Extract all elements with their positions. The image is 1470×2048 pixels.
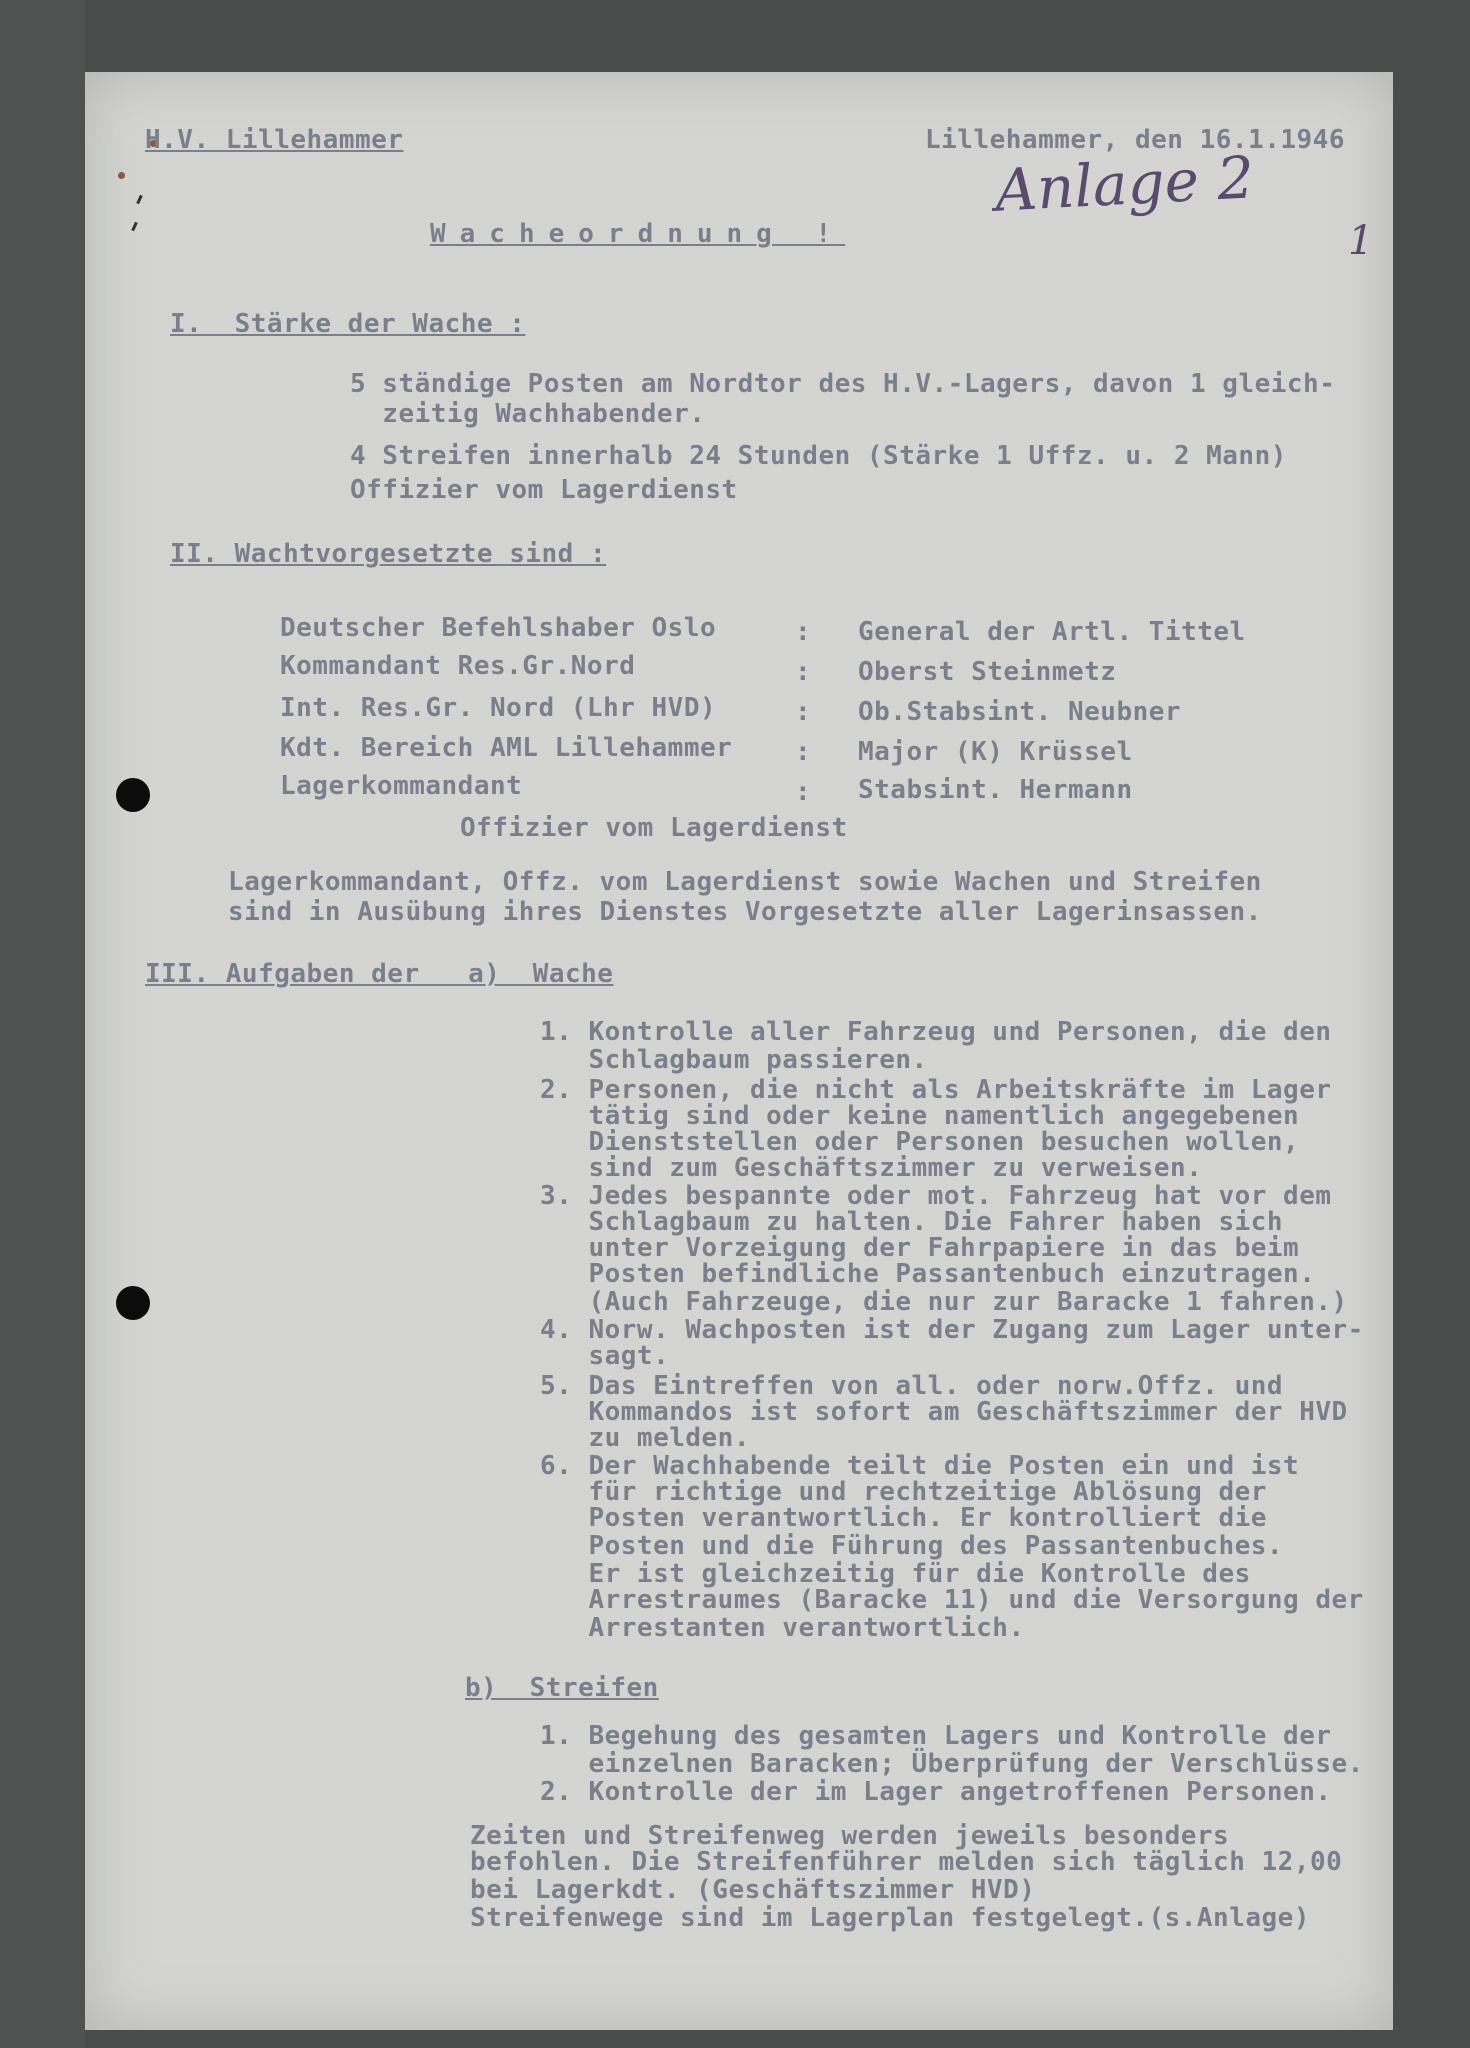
superior-name: Major (K) Krüssel — [858, 737, 1133, 767]
header-office: H.V. Lillehammer — [145, 125, 404, 155]
colon-separator: : — [795, 777, 812, 807]
section-1-line: 5 ständige Posten am Nordtor des H.V.-Lagers, davon 1 gleich- — [350, 369, 1336, 399]
duty-line: 1. Kontrolle aller Fahrzeug und Personen, die den — [540, 1017, 1332, 1047]
patrol-line: 2. Kontrolle der im Lager angetroffenen Personen. — [540, 1777, 1332, 1807]
duty-line: Arrestanten verantwortlich. — [540, 1613, 1025, 1643]
superior-name: Ob.Stabsint. Neubner — [858, 697, 1182, 727]
scanner-background — [0, 0, 85, 2048]
section-1-heading: I. Stärke der Wache : — [170, 309, 526, 339]
colon-separator: : — [795, 657, 812, 687]
patrol-line: 1. Begehung des gesamten Lagers und Kontrolle der — [540, 1721, 1332, 1751]
superior-name: General der Artl. Tittel — [858, 617, 1246, 647]
duty-line: sind zum Geschäftszimmer zu verweisen. — [540, 1153, 1203, 1183]
header-date: Lillehammer, den 16.1.1946 — [925, 125, 1345, 155]
colon-separator: : — [795, 737, 812, 767]
section-2-heading: II. Wachtvorgesetzte sind : — [170, 539, 607, 569]
superior-name: Stabsint. Hermann — [858, 775, 1133, 805]
closing-line: Zeiten und Streifenweg werden jeweils besonders — [470, 1821, 1230, 1851]
section-1-line: zeitig Wachhabender. — [350, 399, 706, 429]
colon-separator: : — [795, 697, 812, 727]
section-1-line: Offizier vom Lagerdienst — [350, 475, 738, 505]
duty-line: Posten befindliche Passantenbuch einzutragen. — [540, 1259, 1316, 1289]
superior-extra: Offizier vom Lagerdienst — [460, 813, 848, 843]
superior-title: Kommandant Res.Gr.Nord — [280, 651, 636, 681]
superior-title: Deutscher Befehlshaber Oslo — [280, 613, 717, 643]
duty-line: 5. Das Eintreffen von all. oder norw.Offz. und — [540, 1371, 1284, 1401]
closing-line: bei Lagerkdt. (Geschäftszimmer HVD) — [470, 1875, 1036, 1905]
duty-line: Schlagbaum passieren. — [540, 1045, 928, 1075]
duty-line: sagt. — [540, 1341, 670, 1371]
superior-name: Oberst Steinmetz — [858, 657, 1117, 687]
closing-line: Streifenwege sind im Lagerplan festgelegt.(s.Anlage) — [470, 1903, 1310, 1933]
duty-line: Dienststellen oder Personen besuchen wollen, — [540, 1127, 1300, 1157]
punch-hole-top — [116, 778, 150, 812]
duty-line: Posten verantwortlich. Er kontrolliert die — [540, 1503, 1267, 1533]
duty-line: unter Vorzeigung der Fahrpapiere in das beim — [540, 1233, 1300, 1263]
duty-line: zu melden. — [540, 1423, 750, 1453]
punch-hole-bottom — [116, 1286, 150, 1320]
duty-line: 6. Der Wachhabende teilt die Posten ein und ist — [540, 1451, 1300, 1481]
handwritten-number: 1 — [1348, 218, 1374, 264]
duty-line: tätig sind oder keine namentlich angegebenen — [540, 1101, 1300, 1131]
duty-line: 4. Norw. Wachposten ist der Zugang zum Lager unter- — [540, 1315, 1364, 1345]
duty-line: Posten und die Führung des Passantenbuches. — [540, 1531, 1284, 1561]
patrol-heading: b) Streifen — [465, 1673, 659, 1703]
duty-line: (Auch Fahrzeuge, die nur zur Baracke 1 fahren.) — [540, 1287, 1348, 1317]
section-1-line: 4 Streifen innerhalb 24 Stunden (Stärke 1 Uffz. u. 2 Mann) — [350, 441, 1287, 471]
document-title: Wacheordnung ! — [430, 219, 846, 249]
colon-separator: : — [795, 617, 812, 647]
duty-line: 3. Jedes bespannte oder mot. Fahrzeug hat vor dem — [540, 1181, 1332, 1211]
handwritten-annotation: Anlage 2 — [993, 143, 1256, 225]
duty-line: Kommandos ist sofort am Geschäftszimmer der HVD — [540, 1397, 1348, 1427]
section-2-paragraph: sind in Ausübung ihres Dienstes Vorgesetzte aller Lagerinsassen. — [228, 897, 1262, 927]
closing-line: befohlen. Die Streifenführer melden sich täglich 12,00 — [470, 1847, 1343, 1877]
superior-title: Lagerkommandant — [280, 771, 523, 801]
section-2-paragraph: Lagerkommandant, Offz. vom Lagerdienst sowie Wachen und Streifen — [228, 867, 1262, 897]
duty-line: Arrestraumes (Baracke 11) und die Versorgung der — [540, 1585, 1364, 1615]
duty-line: 2. Personen, die nicht als Arbeitskräfte im Lager — [540, 1075, 1332, 1105]
superior-title: Kdt. Bereich AML Lillehammer — [280, 733, 733, 763]
rust-spot — [118, 172, 125, 179]
duty-line: für richtige und rechtzeitige Ablösung der — [540, 1477, 1267, 1507]
section-3-heading: III. Aufgaben der a) Wache — [145, 959, 614, 989]
patrol-line: einzelnen Baracken; Überprüfung der Verschlüsse. — [540, 1749, 1364, 1779]
duty-line: Er ist gleichzeitig für die Kontrolle des — [540, 1559, 1251, 1589]
superior-title: Int. Res.Gr. Nord (Lhr HVD) — [280, 693, 717, 723]
duty-line: Schlagbaum zu halten. Die Fahrer haben sich — [540, 1207, 1284, 1237]
